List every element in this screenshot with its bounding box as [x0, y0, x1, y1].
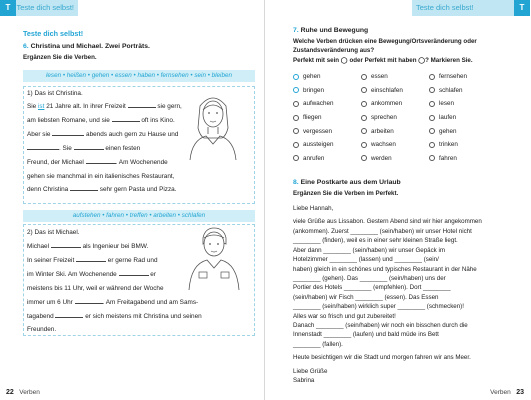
- verb-option[interactable]: [361, 138, 429, 152]
- exercise-number: 6.: [23, 43, 29, 50]
- verb-row: [293, 138, 489, 152]
- answer-blank[interactable]: [27, 144, 59, 150]
- word-bank-1: lesen • heißen • gehen • essen • haben • fernsehen • sein • bleiben: [23, 70, 255, 82]
- verb-option[interactable]: [429, 124, 489, 138]
- verb-option[interactable]: [293, 70, 361, 84]
- verb-option[interactable]: [361, 111, 429, 125]
- verb-option[interactable]: [429, 97, 489, 111]
- verb-label: gehen: [439, 127, 457, 135]
- radio-circle-icon[interactable]: [361, 142, 367, 148]
- postcard-line: ________ (gehen). Das ________ (sein/haben) uns der: [293, 274, 446, 282]
- paragraph-christina: [27, 89, 187, 195]
- verb-label: aussteigen: [303, 141, 334, 149]
- footer-left: [6, 389, 40, 396]
- text-line: im Winter Ski. Am Wochenende er: [27, 270, 156, 278]
- text-line: . Sie einen festen: [27, 144, 187, 154]
- verb-option[interactable]: [361, 152, 429, 166]
- verb-row: [293, 124, 489, 138]
- verb-option[interactable]: [429, 70, 489, 84]
- tab-letter: T: [514, 0, 530, 16]
- radio-circle-icon[interactable]: [429, 115, 435, 121]
- page-number: 23: [516, 389, 524, 396]
- exercise-number: 8.: [293, 179, 299, 186]
- text-line: gehen sie manchmal in ein italienisches Restaurant,: [27, 172, 175, 180]
- radio-circle-icon[interactable]: [361, 128, 367, 134]
- verb-label: anrufen: [303, 154, 325, 162]
- verb-label: arbeiten: [371, 127, 394, 135]
- radio-circle-icon[interactable]: [361, 155, 367, 161]
- postcard-line: Danach ________ (sein/haben) wir noch ein bisschen durch die: [293, 322, 468, 330]
- radio-circle-icon[interactable]: [293, 155, 299, 161]
- answer-blank[interactable]: [51, 242, 81, 248]
- exercise-instruction: Welche Verben drücken eine Bewegung/Ortsveränderung oder: [293, 37, 477, 45]
- postcard-line: ________ (finden), weil es in einer sehr kleinen Straße liegt.: [293, 237, 458, 245]
- radio-circle-icon[interactable]: [429, 142, 435, 148]
- verb-label: fahren: [439, 154, 457, 162]
- postcard-line: Innenstadt ________ (laufen) und bald müde ins Bett: [293, 331, 439, 339]
- text-line: Michael als Ingenieur bei BMW.: [27, 242, 149, 250]
- verb-label: trinken: [439, 141, 458, 149]
- filled-answer: ist: [38, 102, 45, 110]
- verb-row: [293, 111, 489, 125]
- postcard-line: Hotelzimmer ________ (lassen) und ________ (sein/: [293, 256, 439, 264]
- exercise-instruction: Ergänzen Sie die Verben.: [23, 53, 97, 61]
- exercise-8-header: [293, 178, 525, 198]
- verb-option[interactable]: [293, 152, 361, 166]
- verb-label: fernsehen: [439, 73, 468, 81]
- verb-option[interactable]: [361, 97, 429, 111]
- exercise-instruction: Perfekt mit sein ◯ oder Perfekt mit haben ◯? Markieren Sie.: [293, 56, 473, 64]
- text-line: tagabend er sich meistens mit Christina und seinen: [27, 312, 202, 320]
- tab-label: Teste dich selbst!: [16, 3, 74, 12]
- text-line: denn Christina sehr gern Pasta und Pizza.: [27, 186, 177, 194]
- postcard-line: (sein/haben) wir Fisch ________ (essen). Das Essen: [293, 293, 439, 301]
- radio-circle-icon[interactable]: [429, 155, 435, 161]
- exercise-title: Eine Postkarte aus dem Urlaub: [300, 179, 401, 186]
- footer-right: [490, 389, 524, 396]
- exercise-instruction: Zustandsveränderung aus?: [293, 47, 375, 55]
- verb-label: ankommen: [371, 100, 403, 108]
- verb-option[interactable]: [293, 97, 361, 111]
- answer-blank[interactable]: [112, 116, 140, 122]
- text-line: meistens bis 11 Uhr, weil er während der Woche: [27, 284, 164, 292]
- verb-option[interactable]: [429, 138, 489, 152]
- verb-option[interactable]: [293, 124, 361, 138]
- paragraph-heading: 2) Das ist Michael.: [27, 229, 80, 236]
- radio-circle-icon[interactable]: [429, 74, 435, 80]
- text-line: Aber sie abends auch gern zu Hause und: [27, 130, 179, 138]
- postcard-line: viele Grüße aus Lissabon. Gestern Abend sind wir hier angekommen: [293, 218, 482, 226]
- verb-label: fliegen: [303, 114, 322, 122]
- verb-label: bringen: [303, 86, 325, 94]
- verb-label: vergessen: [303, 127, 333, 135]
- radio-circle-icon[interactable]: [361, 101, 367, 107]
- verb-label: aufwachen: [303, 100, 334, 108]
- verb-grid: [293, 70, 489, 165]
- text-line: immer um 6 Uhr . Am Freitagabend und am Sams-: [27, 298, 199, 306]
- answer-blank[interactable]: [75, 298, 103, 304]
- radio-circle-icon[interactable]: [361, 115, 367, 121]
- verb-label: sprechen: [371, 114, 397, 122]
- text-line: In seiner Freizeit er gerne Rad und: [27, 256, 158, 264]
- tab-right: [412, 0, 530, 16]
- verb-option[interactable]: [429, 152, 489, 166]
- paragraph-heading: 1) Das ist Christina.: [27, 90, 83, 97]
- radio-circle-icon[interactable]: [293, 128, 299, 134]
- verb-row: [293, 70, 489, 84]
- answer-blank[interactable]: [128, 102, 156, 108]
- verb-label: werden: [371, 154, 392, 162]
- exercise-7-header: [293, 26, 525, 65]
- radio-circle-icon[interactable]: [293, 115, 299, 121]
- exercise-title: Christina und Michael. Zwei Porträts.: [30, 43, 150, 50]
- page-right: [265, 0, 530, 400]
- exercise-title: Ruhe und Bewegung: [300, 27, 369, 34]
- postcard-line: (ankommen). Zuerst ________ (sein/haben) wir unser Hotel nicht: [293, 227, 472, 235]
- postcard-line: haben) gleich in ein schönes und typisches Restaurant in der Nähe: [293, 265, 477, 273]
- answer-blank[interactable]: [52, 130, 84, 136]
- verb-label: essen: [371, 73, 388, 81]
- answer-blank[interactable]: [55, 312, 83, 318]
- verb-option[interactable]: [361, 124, 429, 138]
- salutation: Liebe Hannah,: [293, 205, 334, 212]
- postcard-text: [293, 204, 525, 386]
- radio-circle-icon[interactable]: [361, 87, 367, 93]
- tab-left: [0, 0, 78, 16]
- closing: Liebe Grüße: [293, 367, 328, 375]
- verb-option[interactable]: [293, 111, 361, 125]
- text-line: Freunden.: [27, 326, 57, 334]
- postcard-line: Alles war so frisch und gut zubereitet!: [293, 312, 396, 320]
- section-heading: Teste dich selbst!: [23, 29, 84, 38]
- verb-label: laufen: [439, 114, 457, 122]
- radio-circle-icon[interactable]: [293, 87, 299, 93]
- verb-label: wachsen: [371, 141, 396, 149]
- paragraph-michael: [27, 228, 255, 335]
- answer-blank[interactable]: [70, 185, 98, 191]
- exercise-instruction: Ergänzen Sie die Verben im Perfekt.: [293, 189, 399, 197]
- postcard-line: ________ (sein/haben) wirklich super ________ (schmecken)!: [293, 303, 464, 311]
- text-line: am liebsten Romane, und sie oft ins Kino.: [27, 116, 175, 124]
- postcard-line: Aber dann ________ (sein/haben) wir unser Gepäck im: [293, 246, 446, 254]
- footer-label: Verben: [490, 389, 511, 396]
- answer-blank[interactable]: [119, 270, 149, 276]
- verb-label: gehen: [303, 73, 321, 81]
- postcard-line: Portier des Hotels ________ (empfehlen). Dort ________: [293, 284, 451, 292]
- postcard-line: ________ (fallen).: [293, 340, 343, 348]
- radio-circle-icon[interactable]: [293, 101, 299, 107]
- radio-circle-icon[interactable]: [293, 142, 299, 148]
- postcard-body: [293, 217, 525, 362]
- verb-option[interactable]: [293, 138, 361, 152]
- verb-label: lesen: [439, 100, 455, 108]
- verb-row: [293, 97, 489, 111]
- radio-circle-icon[interactable]: [429, 128, 435, 134]
- radio-circle-icon[interactable]: [429, 101, 435, 107]
- verb-option[interactable]: [293, 84, 361, 98]
- answer-blank[interactable]: [74, 144, 104, 150]
- radio-circle-icon[interactable]: [361, 74, 367, 80]
- answer-blank[interactable]: [86, 158, 116, 164]
- answer-blank[interactable]: [76, 256, 106, 262]
- verb-option[interactable]: [429, 84, 489, 98]
- verb-option[interactable]: [361, 70, 429, 84]
- text-line: Freund, der Michael . Am Wochenende: [27, 158, 168, 166]
- exercise-6-header: [23, 42, 253, 62]
- text-line: Sie ist 21 Jahre alt. In ihrer Freizeit sie gern,: [27, 102, 182, 110]
- verb-row: [293, 84, 489, 98]
- footer-label: Verben: [19, 389, 40, 396]
- verb-label: einschlafen: [371, 86, 403, 94]
- radio-circle-icon[interactable]: [429, 87, 435, 93]
- verb-row: [293, 152, 489, 166]
- word-bank-2: aufstehen • fahren • treffen • arbeiten • schlafen: [23, 210, 255, 222]
- radio-circle-icon[interactable]: [293, 74, 299, 80]
- tab-letter: T: [0, 0, 16, 16]
- page-number: 22: [6, 389, 14, 396]
- page-left: [0, 0, 265, 400]
- exercise-number: 7.: [293, 27, 299, 34]
- verb-option[interactable]: [361, 84, 429, 98]
- tab-label: Teste dich selbst!: [416, 3, 474, 12]
- signature: Sabrina: [293, 377, 315, 385]
- postcard-line: Heute besichtigen wir die Stadt und morgen fahren wir ans Meer.: [293, 354, 471, 362]
- verb-label: schlafen: [439, 86, 463, 94]
- verb-option[interactable]: [429, 111, 489, 125]
